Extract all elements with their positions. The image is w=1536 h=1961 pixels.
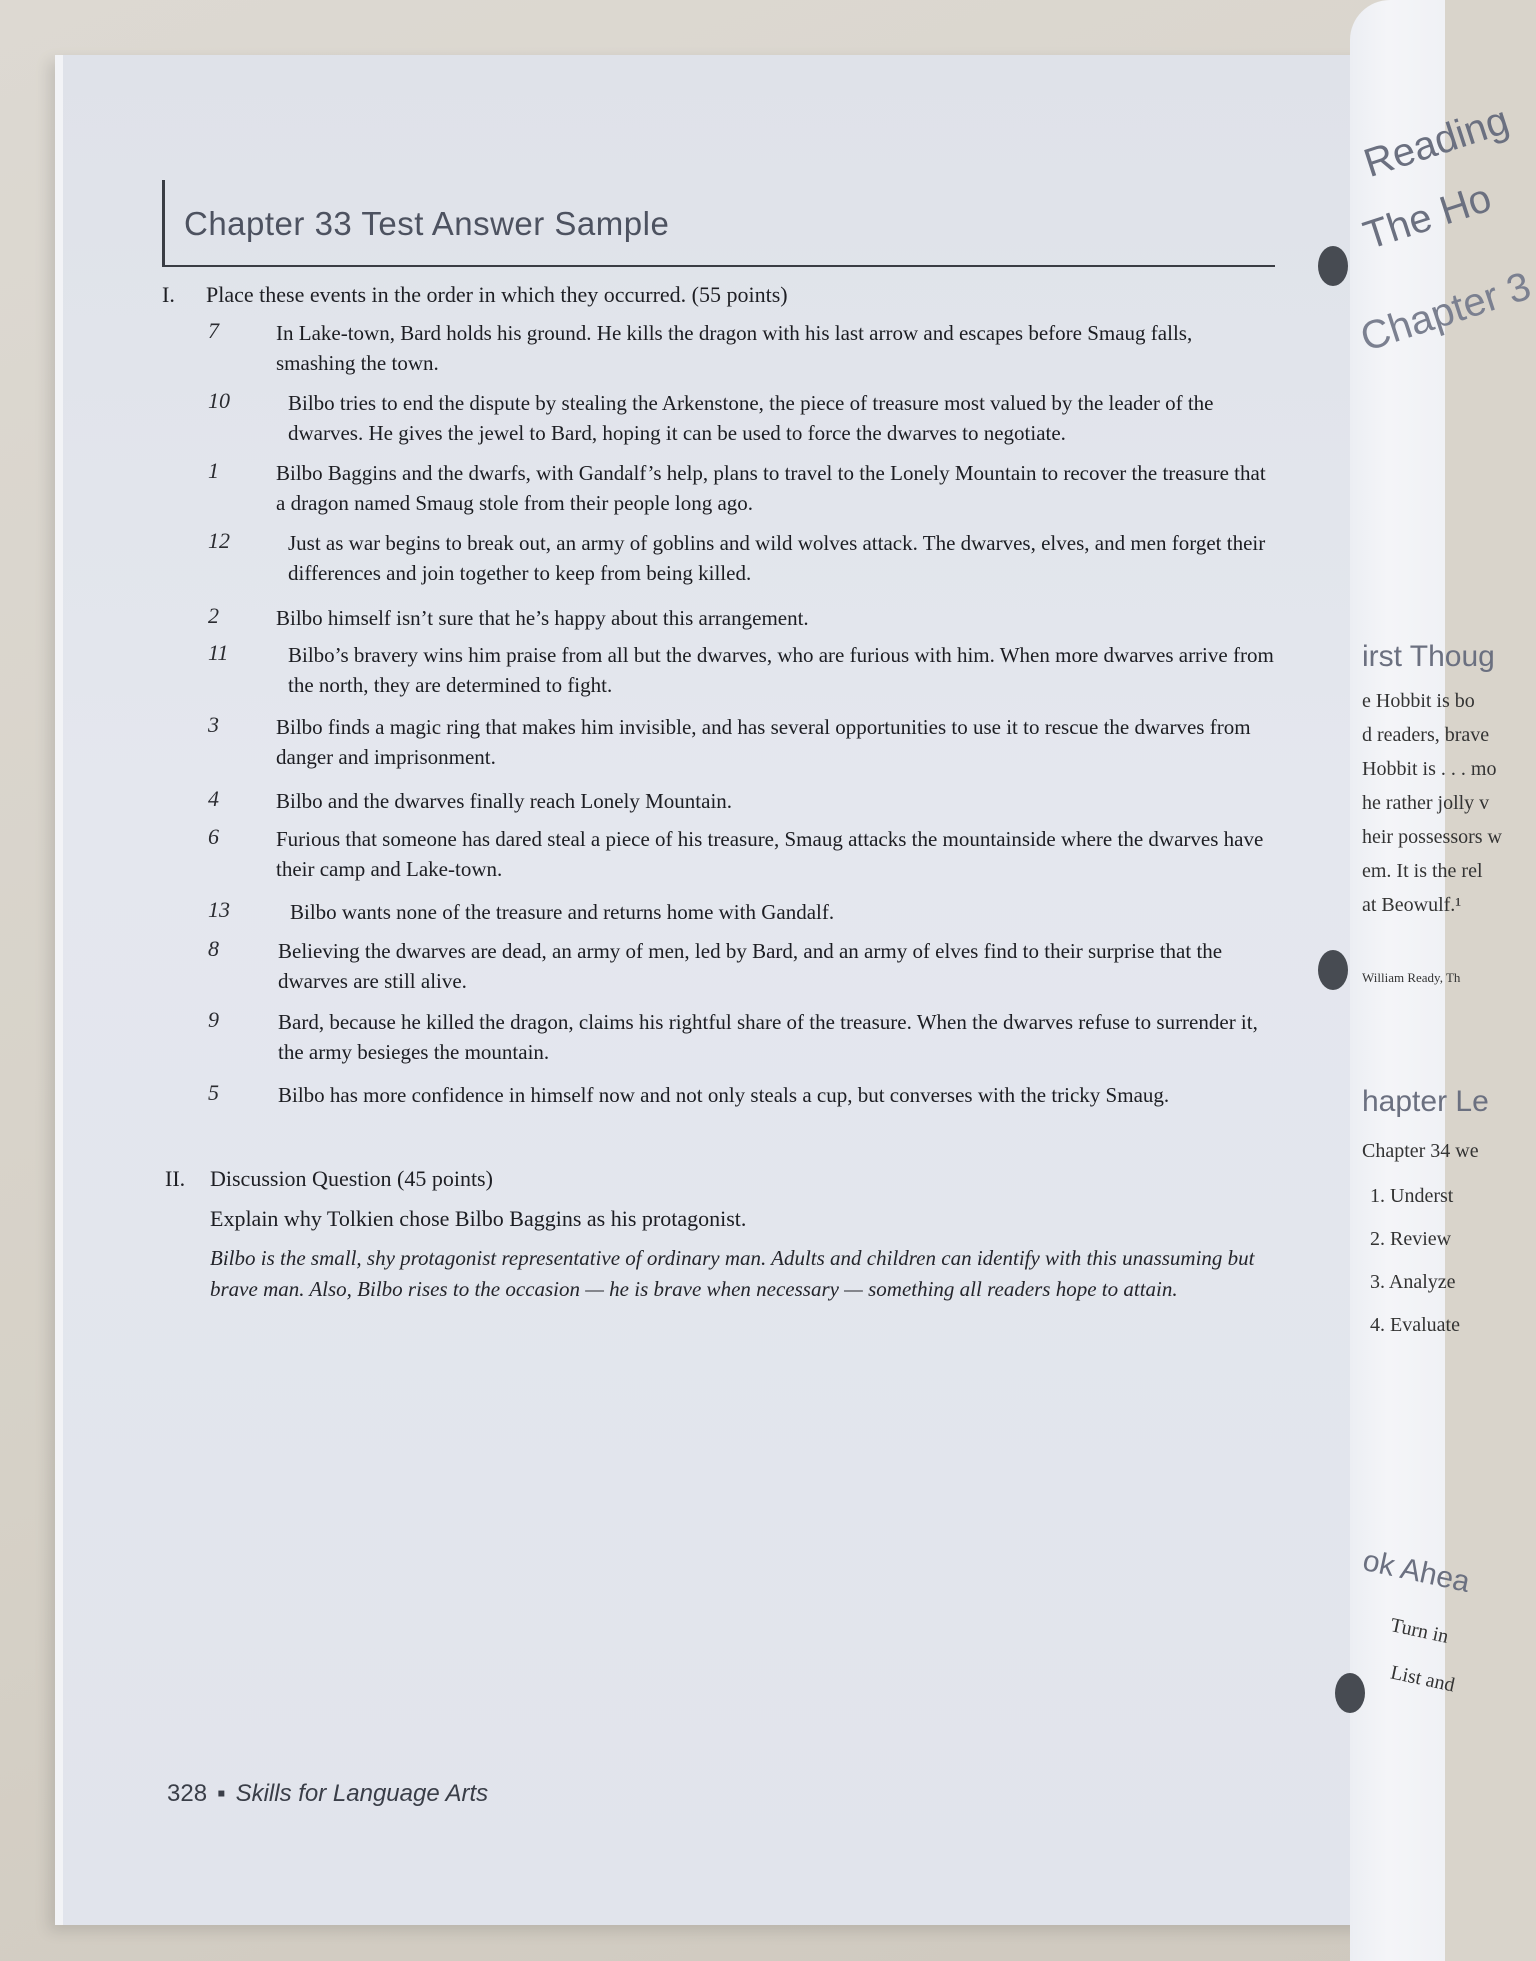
event-text: Bilbo wants none of the treasure and returns home with Gandalf.	[290, 900, 835, 924]
facing-page-line: Turn in	[1388, 1614, 1451, 1648]
answer-number: 3	[208, 712, 219, 737]
answer-number: 1	[208, 458, 219, 483]
footer-bullet: ▪	[217, 1780, 226, 1807]
facing-page-line: 4. Evaluate	[1370, 1314, 1460, 1336]
page-title: Chapter 33 Test Answer Sample	[184, 205, 670, 242]
answer-number: 9	[208, 1007, 219, 1032]
section-number: I.	[162, 282, 175, 307]
facing-page-line: at Beowulf.¹	[1362, 894, 1462, 916]
section-heading: Place these events in the order in which they occurred. (55 points)	[206, 282, 788, 307]
answer-number: 8	[208, 936, 219, 961]
event-text: Bilbo Baggins and the dwarfs, with Gandalf’s help, plans to travel to the Lonely Mountain to recover the treasure that a dragon named Smaug stole from their people long ago.	[276, 461, 1266, 515]
binder-hole	[1318, 246, 1348, 286]
answer-number: 12	[208, 528, 230, 553]
facing-page-line: Reading	[1358, 98, 1515, 186]
answer-number: 10	[208, 388, 230, 413]
facing-page-line: Chapter 34 we	[1362, 1140, 1479, 1162]
page-footer	[167, 1780, 488, 1808]
event-text: Furious that someone has dared steal a piece of his treasure, Smaug attacks the mountainside where the dwarves have their camp and Lake-town.	[276, 827, 1264, 881]
event-text: Believing the dwarves are dead, an army of men, led by Bard, and an army of elves find to their surprise that the dwarves are still alive.	[278, 939, 1223, 993]
section-number: II.	[165, 1166, 186, 1191]
section-heading: Discussion Question (45 points)	[210, 1166, 493, 1191]
answer-number: 13	[208, 897, 230, 922]
binder-hole	[1318, 950, 1348, 990]
answer-number: 4	[208, 786, 219, 811]
answer-number: 5	[208, 1080, 219, 1105]
facing-page-line: Chapter 3	[1355, 263, 1536, 361]
facing-page-line: William Ready, Th	[1362, 970, 1461, 985]
event-text: Bilbo and the dwarves finally reach Lonely Mountain.	[276, 789, 733, 813]
facing-page-line: The Ho	[1358, 175, 1497, 259]
facing-page-line: List and	[1388, 1661, 1457, 1697]
binder-hole	[1335, 1673, 1365, 1713]
book-title: Skills for Language Arts	[235, 1780, 489, 1807]
facing-page-line: he rather jolly v	[1362, 792, 1490, 814]
page-number: 328	[167, 1780, 208, 1807]
event-text: Bard, because he killed the dragon, claims his rightful share of the treasure. When the dwarves refuse to surrender it, the army besieges the mountain.	[278, 1010, 1258, 1064]
answer-number: 6	[208, 824, 219, 849]
event-text: Bilbo tries to end the dispute by stealing the Arkenstone, the piece of treasure most valued by the leader of the dwarves. He gives the jewel to Bard, hoping it can be used to force the dwarves to negotiate.	[288, 391, 1214, 445]
facing-page-line: 2. Review	[1370, 1228, 1452, 1250]
facing-page-line: Hobbit is . . . mo	[1362, 758, 1497, 780]
facing-page-line: d readers, brave	[1362, 724, 1490, 746]
facing-page-line: irst Thoug	[1362, 640, 1495, 673]
sample-answer: Bilbo is the small, shy protagonist representative of ordinary man. Adults and children can identify with this unassuming but brave man. Also, Bilbo rises to the occasion — he is brave when necessary — something all readers hope to attain.	[210, 1246, 1255, 1301]
event-text: Bilbo finds a magic ring that makes him invisible, and has several opportunities to use it to rescue the dwarves from danger and imprisonment.	[276, 715, 1251, 769]
facing-page-line: hapter Le	[1362, 1085, 1489, 1118]
event-text: In Lake-town, Bard holds his ground. He kills the dragon with his last arrow and escapes before Smaug falls, smashing the town.	[276, 321, 1193, 375]
facing-page-line: heir possessors w	[1362, 826, 1502, 848]
facing-page-line: em. It is the rel	[1362, 860, 1483, 882]
facing-page-line: 1. Underst	[1370, 1185, 1454, 1207]
facing-page	[1350, 0, 1536, 1961]
answer-number: 11	[208, 640, 229, 665]
answer-number: 2	[208, 603, 219, 628]
event-text: Bilbo himself isn’t sure that he’s happy about this arrangement.	[276, 606, 809, 630]
answer-number: 7	[208, 318, 219, 343]
facing-page-line: e Hobbit is bo	[1362, 690, 1475, 712]
discussion-question: Explain why Tolkien chose Bilbo Baggins as his protagonist.	[210, 1206, 747, 1231]
facing-page-line: 3. Analyze	[1370, 1271, 1456, 1293]
event-text: Bilbo has more confidence in himself now and not only steals a cup, but converses with the tricky Smaug.	[278, 1083, 1170, 1107]
facing-page-line: ok Ahea	[1359, 1544, 1473, 1599]
event-text: Just as war begins to break out, an army of goblins and wild wolves attack. The dwarves, elves, and men forget their differences and join together to keep from being killed.	[288, 531, 1266, 585]
event-text: Bilbo’s bravery wins him praise from all but the dwarves, who are furious with him. When more dwarves arrive from the north, they are determined to fight.	[288, 643, 1274, 697]
